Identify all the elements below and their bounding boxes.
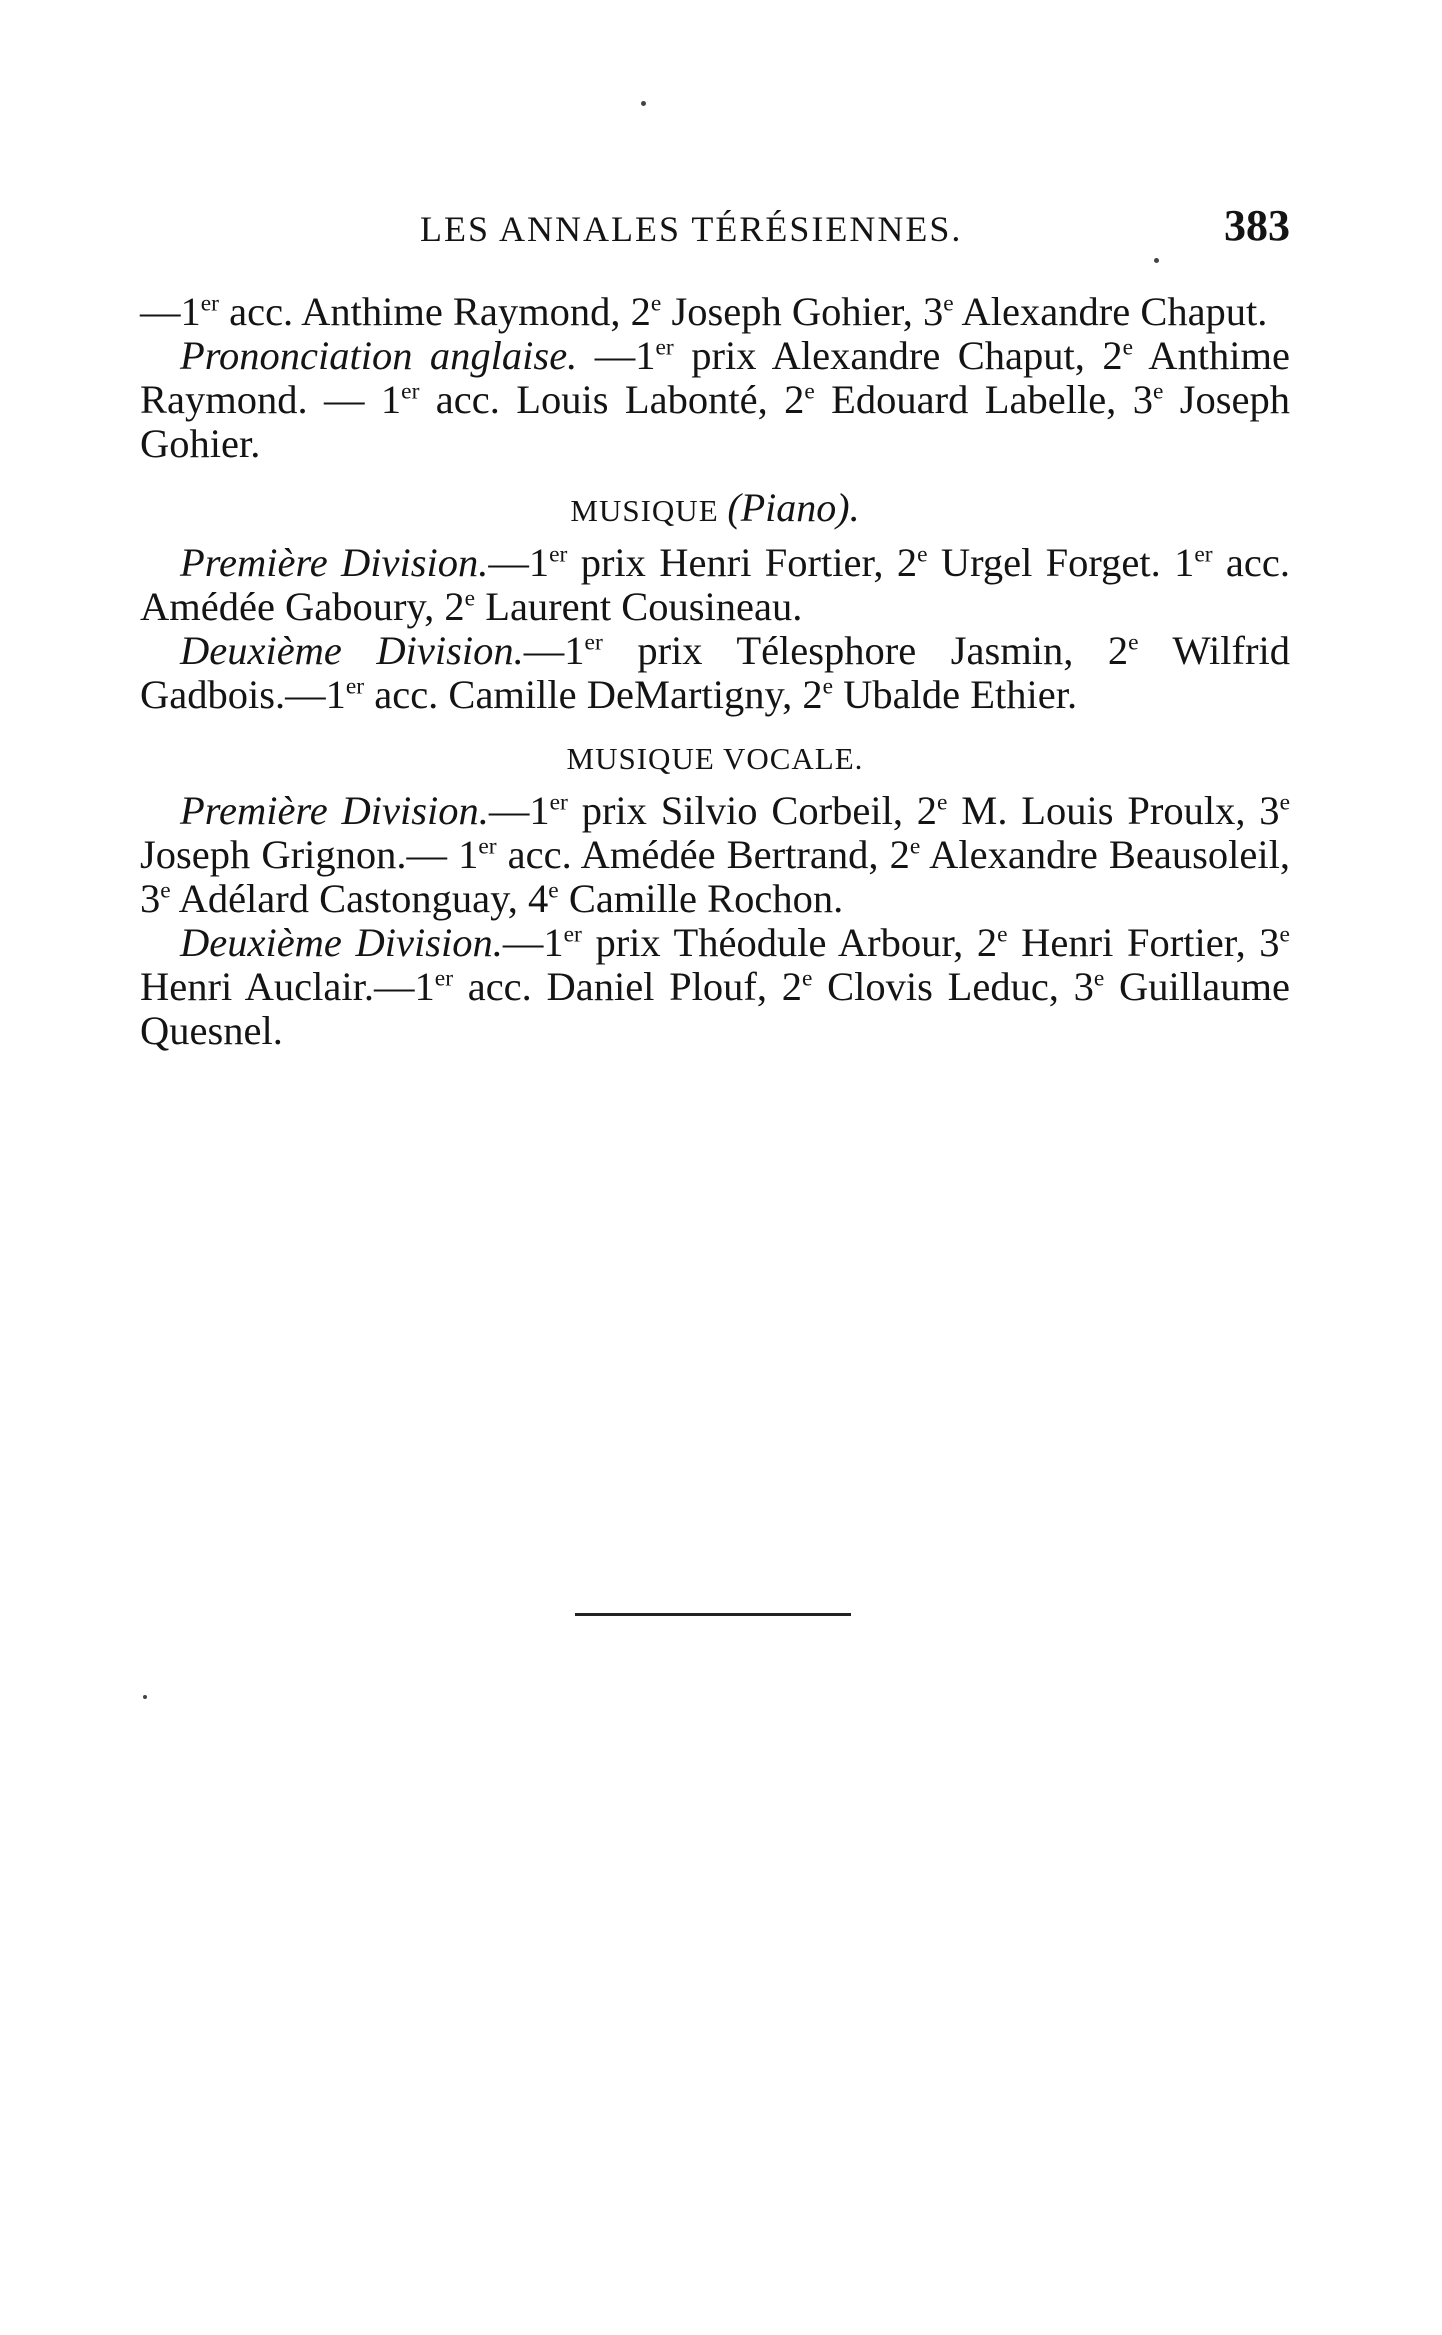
text-run: acc. Amédée Gaboury, 2 [140,540,1290,629]
ordinal-superscript: e [160,877,171,904]
ordinal-superscript: e [1279,789,1290,816]
ordinal-superscript: er [200,290,219,317]
text-run: Anthime Raymond. — 1 [140,333,1290,422]
section-label: Prononciation anglaise. [180,333,578,378]
paragraph-piano-deuxieme [140,629,1290,717]
paragraph-prize-list [140,290,1290,334]
text-run: prix Alexandre Chaput, 2 [673,333,1123,378]
print-speck [641,101,646,106]
section-heading-piano [140,486,1290,533]
text-run: acc. Louis Labonté, 2 [419,377,805,422]
ordinal-superscript: e [917,541,928,568]
text-run: prix Théodule Arbour, 2 [581,920,998,965]
text-run: Alexandre Chaput. [953,289,1268,334]
ordinal-superscript: e [464,585,476,612]
text-run: —1 [140,289,201,334]
text-run: prix Silvio Corbeil, 2 [567,788,938,833]
ordinal-superscript: er [401,378,420,405]
ordinal-superscript: er [563,921,582,948]
text-run: Henri Auclair.—1 [140,964,435,1009]
text-run: Clovis Leduc, 3 [812,964,1094,1009]
print-speck [143,1695,147,1699]
text-run: Urgel Forget. 1 [927,540,1195,585]
text-run: Ubalde Ethier. [833,672,1078,717]
section-label: Première Division. [180,788,489,833]
text-run: Camille Rochon. [558,876,844,921]
page-header [140,200,1290,260]
text-run: Joseph Gohier. [140,377,1291,466]
text-run: Joseph Gohier, 3 [661,289,944,334]
text-run: —1 [523,628,585,673]
text-run: acc. Daniel Plouf, 2 [453,964,802,1009]
ordinal-superscript: e [548,877,559,904]
ordinal-superscript: e [1122,334,1134,361]
paragraph-vocale-premiere [140,789,1290,921]
text-run: Wilfrid Gadbois.—1 [140,628,1290,717]
text-run: acc. Camille DeMartigny, 2 [364,672,823,717]
running-title: LES ANNALES TÉRÉSIENNES. [420,209,963,249]
heading-subtitle: (Piano). [727,485,860,530]
page-number: 383 [1224,201,1290,250]
page-text [140,290,1290,1053]
text-run: Alexandre Beausoleil, 3 [140,832,1290,921]
ordinal-superscript: e [1128,629,1139,656]
ordinal-superscript: e [1152,378,1164,405]
text-run: —1 [488,540,550,585]
section-label: Deuxième Division. [180,920,503,965]
section-label: Première Division. [180,540,489,585]
paragraph-piano-premiere [140,541,1290,629]
ordinal-superscript: e [997,921,1008,948]
ordinal-superscript: er [549,541,568,568]
text-run: acc. Amédée Bertrand, 2 [496,832,910,877]
ordinal-superscript: e [937,789,948,816]
ordinal-superscript: er [655,334,674,361]
text-run: acc. Anthime Raymond, 2 [219,289,651,334]
ordinal-superscript: er [478,833,497,860]
text-run: Joseph Grignon.— 1 [140,832,479,877]
text-run: Laurent Cousineau. [475,584,803,629]
heading-text: MUSIQUE VOCALE. [566,741,864,776]
ordinal-superscript: e [804,378,815,405]
ordinal-superscript: e [943,290,954,317]
end-rule [575,1613,851,1616]
ordinal-superscript: e [1093,965,1105,992]
heading-text: MUSIQUE [570,493,719,528]
text-run: —1 [577,333,656,378]
text-run: Edouard Labelle, 3 [814,377,1153,422]
ordinal-superscript: er [1194,541,1213,568]
text-run: Adélard Castonguay, 4 [170,876,549,921]
text-run: —1 [488,788,550,833]
ordinal-superscript: e [1279,921,1290,948]
text-run: prix Télesphore Jasmin, 2 [602,628,1129,673]
ordinal-superscript: e [822,673,834,700]
ordinal-superscript: er [345,673,365,700]
paragraph-vocale-deuxieme [140,921,1290,1053]
section-heading-vocale [140,737,1290,781]
ordinal-superscript: e [650,290,662,317]
text-run: Guillaume Quesnel. [140,964,1290,1053]
ordinal-superscript: er [549,789,568,816]
text-run: M. Louis Proulx, 3 [947,788,1280,833]
text-run: Henri Fortier, 3 [1007,920,1280,965]
ordinal-superscript: e [801,965,813,992]
ordinal-superscript: er [434,965,454,992]
text-run: —1 [502,920,564,965]
ordinal-superscript: er [584,629,603,656]
section-label: Deuxième Division. [180,628,524,673]
ordinal-superscript: e [909,833,921,860]
text-run: prix Henri Fortier, 2 [567,540,918,585]
paragraph-prononciation [140,334,1290,466]
